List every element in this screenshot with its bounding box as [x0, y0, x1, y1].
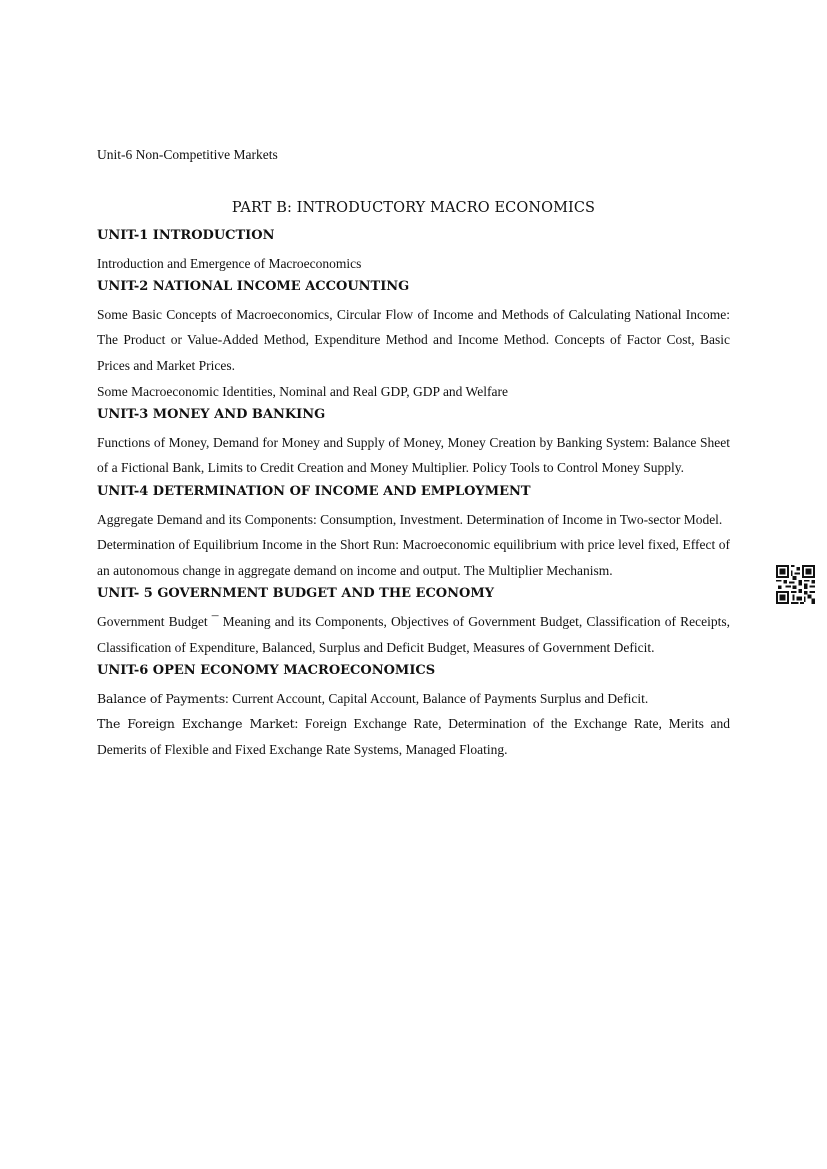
unit-heading: UNIT-1 INTRODUCTION — [97, 228, 275, 243]
unit-heading: UNIT-3 MONEY AND BANKING — [97, 407, 326, 423]
previous-unit-line: Unit-6 Non-Competitive Markets — [97, 147, 278, 162]
units-list — [97, 225, 730, 762]
unit-paragraph: Government Budget ¯ Meaning and its Components, Objectives of Government Budget, Classification of Receipts, Classification of Expenditure, Balanced, Surplus and Deficit Budget, Measures of Government Deficit. — [97, 613, 730, 655]
fx-text: : Foreign Exchange Rate, Determination of the Exchange Rate, Merits and Demerits of Flexible and Fixed Exchange Rate Systems, Managed Floating. — [97, 716, 730, 757]
unit-paragraph: Some Basic Concepts of Macroeconomics, Circular Flow of Income and Methods of Calculating National Income: The Product or Value-Added Method, Expenditure Method and Income Method. Concepts of Factor Cost, Basic Prices and Market Prices. — [97, 306, 730, 373]
bop-text: : Current Account, Capital Account, Balance of Payments Surplus and Deficit. — [224, 690, 649, 706]
part-title: PART B: INTRODUCTORY MACRO ECONOMICS — [231, 200, 596, 216]
unit-1 — [97, 225, 730, 276]
unit-paragraph: Aggregate Demand and its Components: Consumption, Investment. Determination of Income in Two-sector Model. — [97, 511, 723, 527]
unit-3 — [97, 404, 730, 481]
unit-heading: UNIT-4 DETERMINATION OF INCOME AND EMPLOYMENT — [97, 483, 531, 499]
unit-paragraph: Some Macroeconomic Identities, Nominal and Real GDP, GDP and Welfare — [97, 383, 508, 399]
unit-5 — [97, 583, 730, 660]
unit-6 — [97, 660, 730, 762]
unit-heading: UNIT-2 NATIONAL INCOME ACCOUNTING — [97, 279, 410, 295]
unit-paragraph: Introduction and Emergence of Macroeconomics — [97, 255, 362, 271]
bop-label: Balance of Payments — [97, 690, 225, 706]
foreign-exchange-paragraph — [97, 711, 730, 762]
unit-4 — [97, 481, 730, 583]
unit-heading: UNIT-6 OPEN ECONOMY MACROECONOMICS — [97, 663, 436, 679]
unit-heading: UNIT- 5 GOVERNMENT BUDGET AND THE ECONOMY — [97, 586, 495, 602]
unit-paragraph: Determination of Equilibrium Income in the Short Run: Macroeconomic equilibrium with price level fixed, Effect of an autonomous change in aggregate demand on income and output. The Multiplier Mechanism. — [97, 537, 730, 578]
qr-code-icon[interactable] — [776, 565, 815, 604]
unit-2 — [97, 276, 730, 404]
unit-paragraph: Functions of Money, Demand for Money and Supply of Money, Money Creation by Banking System: Balance Sheet of a Fictional Bank, Limits to Credit Creation and Money Multiplier. Policy Tools to Control Money Supply. — [97, 434, 730, 476]
fx-label: The Foreign Exchange Market — [97, 716, 295, 732]
balance-of-payments-paragraph — [97, 686, 730, 712]
